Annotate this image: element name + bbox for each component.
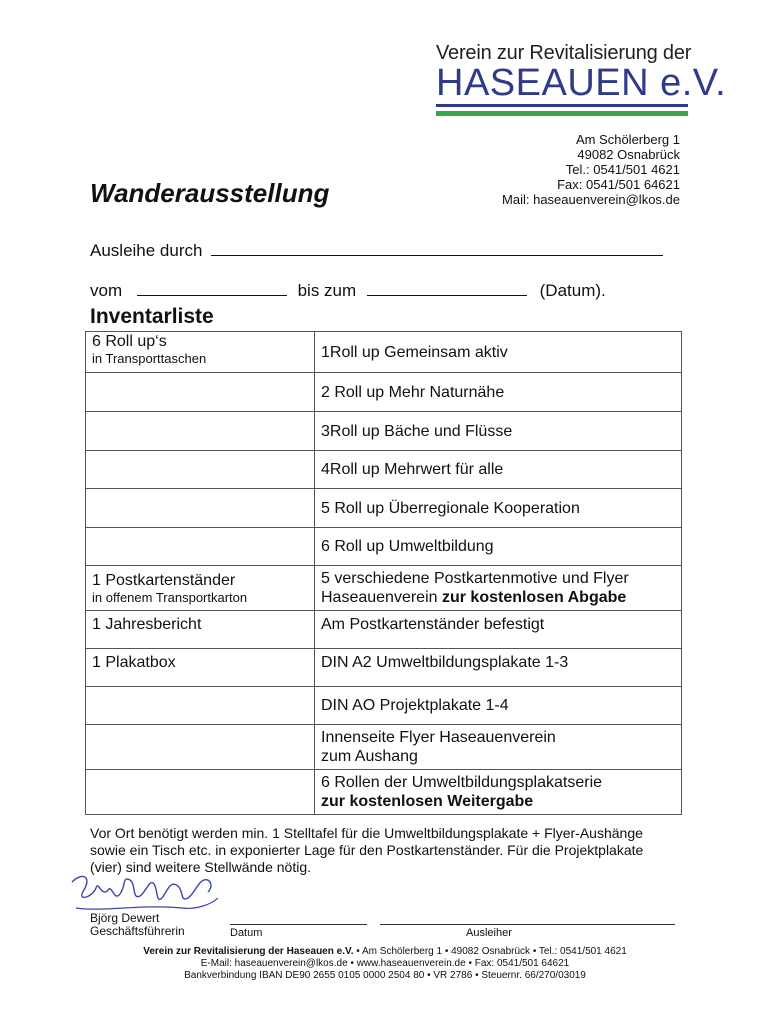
table-cell: 4Roll up Mehrwert für alle — [315, 451, 682, 489]
date-range-row — [90, 279, 606, 301]
cell-line — [321, 588, 675, 607]
item-sublabel: in Transporttaschen — [92, 351, 207, 366]
cell-line-bold: zur kostenlosen Weitergabe — [321, 793, 534, 810]
address-mail: Mail: haseauenverein@lkos.de — [502, 192, 680, 207]
bis-label: bis zum — [297, 281, 357, 300]
table-cell — [86, 412, 315, 451]
table-cell: 5 Roll up Überregionale Kooperation — [315, 489, 682, 528]
footer-contact: • Am Schölerberg 1 • 49082 Osnabrück • Tel.: 0541/501 4621 — [353, 946, 627, 957]
logo-wordmark: HASEAUEN e.V. — [436, 62, 727, 104]
vom-label: vom — [90, 281, 123, 300]
cell-text: Haseauenverein — [321, 589, 442, 606]
table-cell — [86, 451, 315, 489]
date-label: Datum — [230, 927, 263, 939]
ausleihe-field[interactable] — [211, 239, 663, 256]
table-row — [86, 770, 682, 815]
table-cell: Am Postkartenständer befestigt — [315, 611, 682, 649]
table-cell: 1 Jahresbericht — [86, 611, 315, 649]
table-cell — [315, 566, 682, 611]
table-row — [86, 451, 682, 489]
table-cell — [86, 725, 315, 770]
table-row — [86, 489, 682, 528]
table-cell — [86, 373, 315, 412]
cell-line: zum Aushang — [321, 748, 418, 765]
document-title: Wanderausstellung — [90, 178, 330, 208]
table-row — [86, 687, 682, 725]
table-cell — [86, 332, 315, 373]
table-cell: DIN AO Projektplakate 1-4 — [315, 687, 682, 725]
ausleihe-label: Ausleihe durch — [90, 241, 203, 260]
ausleihe-row — [90, 239, 663, 261]
footer-line-3: Bankverbindung IBAN DE90 2655 0105 0000 2504 80 • VR 2786 • Steuernr. 66/270/03019 — [184, 970, 586, 981]
item-sublabel: in offenem Transportkarton — [92, 590, 248, 605]
table-cell — [86, 489, 315, 528]
table-cell: 1 Plakatbox — [86, 649, 315, 687]
signatory-role: Geschäftsführerin — [90, 924, 185, 938]
table-row — [86, 412, 682, 451]
vom-field[interactable] — [137, 279, 287, 296]
footer-org-name: Verein zur Revitalisierung der Haseauen e.V. — [143, 946, 354, 957]
footer-line-2: E-Mail: haseauenverein@lkos.de • www.haseauenverein.de • Fax: 0541/501 64621 — [200, 958, 570, 969]
table-row — [86, 649, 682, 687]
note-text: Vor Ort benötigt werden min. 1 Stelltafel für die Umweltbildungsplakate + Flyer-Aushänge sowie ein Tisch etc. in exponierter Lage für den Postkartenständer. Für die Projektplakate (vier) sind weitere Stellwände nötig. — [90, 825, 644, 875]
table-cell — [86, 528, 315, 566]
table-cell: 6 Roll up Umweltbildung — [315, 528, 682, 566]
cell-text-bold: zur kostenlosen Abgabe — [441, 589, 627, 606]
item-label: 1 Postkartenständer — [92, 572, 236, 589]
cell-line: Innenseite Flyer Haseauenverein — [321, 729, 556, 746]
table-row — [86, 566, 682, 611]
cell-line: 5 verschiedene Postkartenmotive und Flyer — [321, 570, 629, 587]
table-cell: 2 Roll up Mehr Naturnähe — [315, 373, 682, 412]
table-cell — [315, 770, 682, 815]
table-cell — [86, 687, 315, 725]
table-row — [86, 332, 682, 373]
cell-line: 6 Rollen der Umweltbildungsplakatserie — [321, 774, 603, 791]
table-row — [86, 725, 682, 770]
table-cell — [86, 770, 315, 815]
address-city: 49082 Osnabrück — [577, 147, 680, 162]
logo-tagline: Verein zur Revitalisierung der — [436, 42, 692, 64]
bis-field[interactable] — [367, 279, 527, 296]
table-cell — [315, 725, 682, 770]
address-street: Am Schölerberg 1 — [575, 132, 680, 147]
table-cell: DIN A2 Umweltbildungsplakate 1-3 — [315, 649, 682, 687]
footer-line-1 — [0, 946, 770, 958]
signatory-name: Björg Dewert — [90, 911, 160, 925]
table-cell — [86, 566, 315, 611]
table-row — [86, 373, 682, 412]
logo-underline-green — [436, 111, 688, 116]
address-tel: Tel.: 0541/501 4621 — [565, 162, 680, 177]
table-cell: 1Roll up Gemeinsam aktiv — [315, 332, 682, 373]
ausleiher-label: Ausleiher — [466, 927, 512, 939]
date-signature-line[interactable] — [230, 924, 367, 925]
address-fax: Fax: 0541/501 64621 — [557, 177, 680, 192]
item-label: 6 Roll up‘s — [92, 333, 167, 350]
table-cell: 3Roll up Bäche und Flüsse — [315, 412, 682, 451]
ausleiher-signature-line[interactable] — [380, 924, 675, 925]
table-row — [86, 528, 682, 566]
signatory — [90, 912, 185, 938]
table-row — [86, 611, 682, 649]
address-block — [502, 132, 680, 207]
inventory-table — [85, 331, 682, 815]
inventory-heading: Inventarliste — [90, 305, 214, 328]
datum-label: (Datum). — [539, 281, 606, 300]
